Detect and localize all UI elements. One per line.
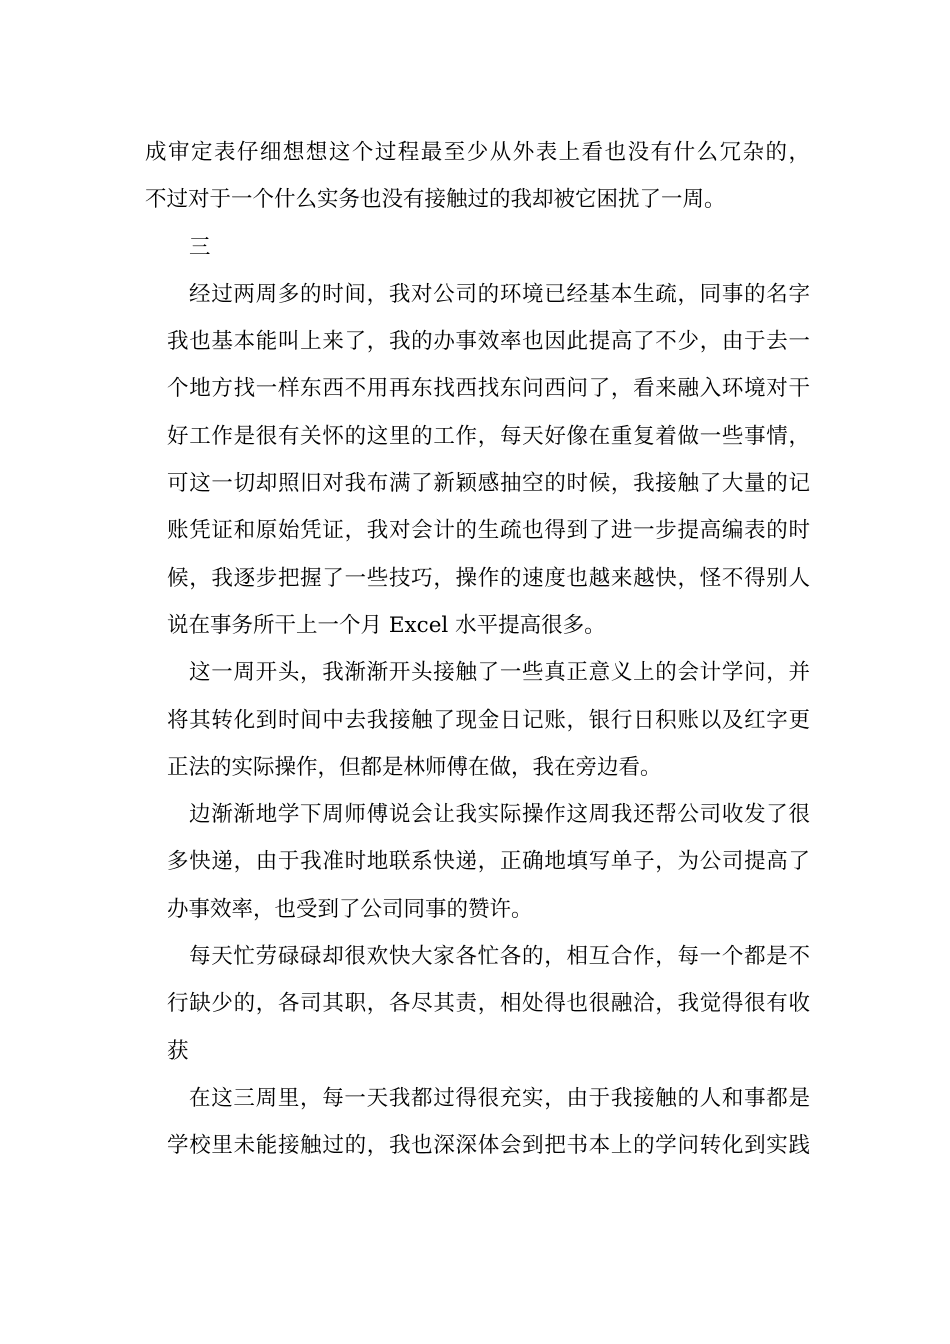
text-line: 可这一切却照旧对我布满了新颖感抽空的时候，我接触了大量的记: [167, 471, 810, 497]
text-line: 学校里未能接触过的，我也深深体会到把书本上的学问转化到实践: [167, 1133, 810, 1159]
paragraph: [145, 1075, 810, 1170]
text-line: 正法的实际操作，但都是林师傅在做，我在旁边看。: [167, 754, 662, 780]
text-line: 行缺少的，各司其职，各尽其责，相处得也很融洽，我觉得很有收: [167, 991, 810, 1017]
text-line: 说在事务所干上一个月 Excel 水平提高很多。: [167, 612, 606, 638]
section-heading: [145, 224, 810, 271]
text-line: 账凭证和原始凭证，我对会计的生疏也得到了进一步提高编表的时: [167, 518, 810, 544]
text-line: 好工作是很有关怀的这里的工作，每天好像在重复着做一些事情，: [167, 423, 810, 449]
text-line: 在这三周里，每一天我都过得很充实，由于我接触的人和事都是: [189, 1085, 810, 1111]
section-number: 三: [189, 234, 211, 260]
paragraph-continued: [145, 129, 810, 224]
text-line: 多快递，由于我准时地联系快递，正确地填写单子，为公司提高了: [167, 849, 810, 875]
text-line: 经过两周多的时间，我对公司的环境已经基本生疏，同事的名字: [189, 281, 810, 307]
paragraph: [145, 791, 810, 933]
text-line: 边渐渐地学下周师傅说会让我实际操作这周我还帮公司收发了很: [189, 802, 810, 828]
text-line: 候，我逐步把握了一些技巧，操作的速度也越来越快，怪不得别人: [167, 565, 810, 591]
text-line: 成审定表仔细想想这个过程最至少从外表上看也没有什么冗杂的，: [145, 140, 810, 165]
text-line: 个地方找一样东西不用再东找西找东问西问了，看来融入环境对干: [167, 376, 810, 402]
paragraph: [145, 271, 810, 649]
text-line: 这一周开头，我渐渐开头接触了一些真正意义上的会计学问，并: [189, 660, 810, 686]
paragraph: [145, 933, 810, 1075]
text-line: 每天忙劳碌碌却很欢快大家各忙各的，相互合作，每一个都是不: [189, 944, 810, 970]
document-body: [145, 129, 810, 1170]
text-line: 不过对于一个什么实务也没有接触过的我却被它困扰了一周。: [145, 187, 726, 213]
text-line: 获: [167, 1038, 189, 1064]
text-line: 办事效率，也受到了公司同事的赞许。: [167, 896, 533, 922]
paragraph: [145, 649, 810, 791]
text-line: 我也基本能叫上来了，我的办事效率也因此提高了不少，由于去一: [167, 329, 810, 355]
text-line: 将其转化到时间中去我接触了现金日记账，银行日积账以及红字更: [167, 707, 810, 733]
